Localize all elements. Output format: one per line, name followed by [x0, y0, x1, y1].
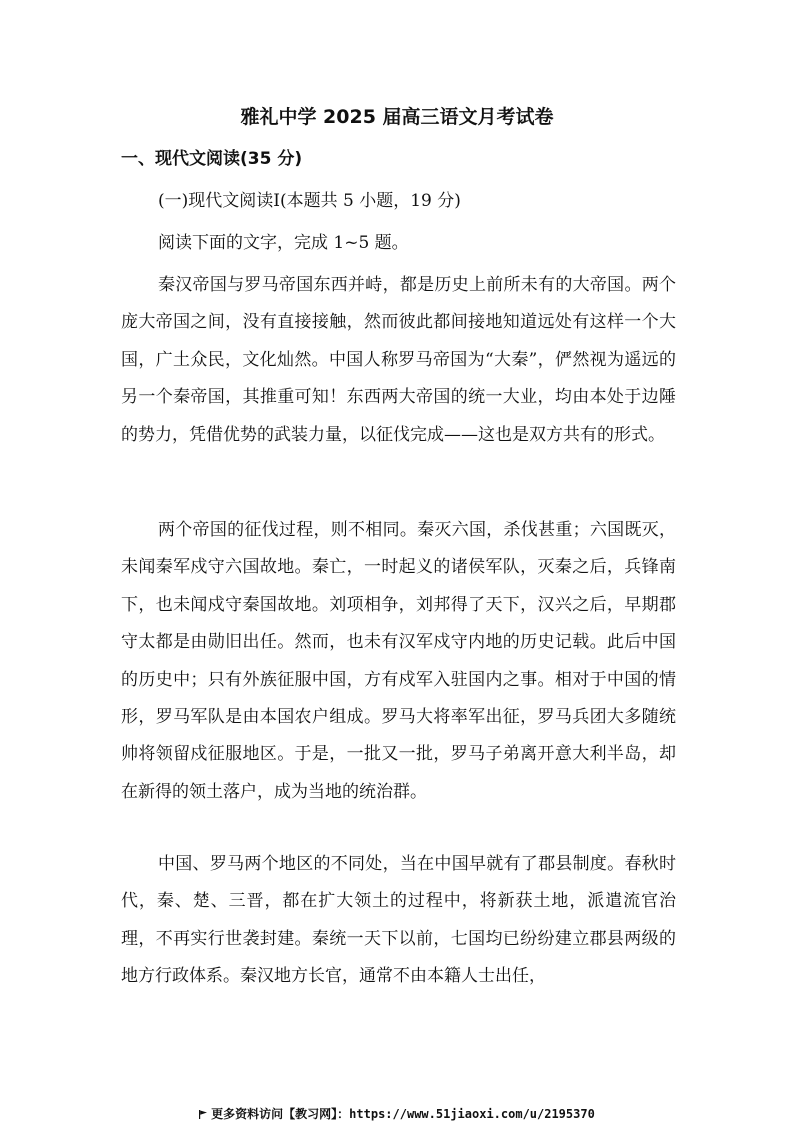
- footer-link-text[interactable]: 更多资料访问【教习网】：https://www.51jiaoxi.com/u/2195370: [211, 1107, 595, 1121]
- subsection-heading: (一)现代文阅读Ⅰ(本题共 5 小题，19 分): [158, 191, 461, 211]
- paragraph-1: 秦汉帝国与罗马帝国东西并峙，都是历史上前所未有的大帝国。两个庞大帝国之间，没有直接接触，然而彼此都间接地知道远处有这样一个大国，广土众民，文化灿然。中国人称罗马帝国为“大秦”，俨然视为遥远的另一个秦帝国，其推重可知！东西两大帝国的统一大业，均由本处于边陲的势力，凭借优势的武装力量，以征伐完成——这也是双方共有的形式。: [121, 275, 676, 445]
- paragraph-2: 两个帝国的征伐过程，则不相同。秦灭六国，杀伐甚重；六国既灭，未闻秦军戍守六国故地。秦亡，一时起义的诸侯军队，灭秦之后，兵锋南下，也未闻戍守秦国故地。刘项相争，刘邦得了天下，汉兴之后，早期郡守太都是由勋旧出任。然而，也未有汉军戍守内地的历史记载。此后中国的历史中；只有外族征服中国，方有戍军入驻国内之事。相对于中国的情形，罗马军队是由本国农户组成。罗马大将率军出征，罗马兵团大多随统帅将领留戍征服地区。于是，一批又一批，罗马子弟离开意大利半岛，却在新得的领土落户，成为当地的统治群。: [121, 520, 676, 802]
- section-heading: 一、现代文阅读(35 分): [121, 149, 303, 169]
- flag-icon: [199, 1110, 207, 1119]
- paragraph-3: 中国、罗马两个地区的不同处，当在中国早就有了郡县制度。春秋时代，秦、楚、三晋，都在扩大领土的过程中，将新获土地，派遣流官治理，不再实行世袭封建。秦统一天下以前，七国均已纷纷建立郡县两级的地方行政体系。秦汉地方长官，通常不由本籍人士出任，: [121, 854, 676, 987]
- page-footer: [0, 1106, 794, 1122]
- document-title: 雅礼中学 2025 届高三语文月考试卷: [240, 106, 554, 128]
- reading-instruction: 阅读下面的文字，完成 1~5 题。: [158, 233, 409, 253]
